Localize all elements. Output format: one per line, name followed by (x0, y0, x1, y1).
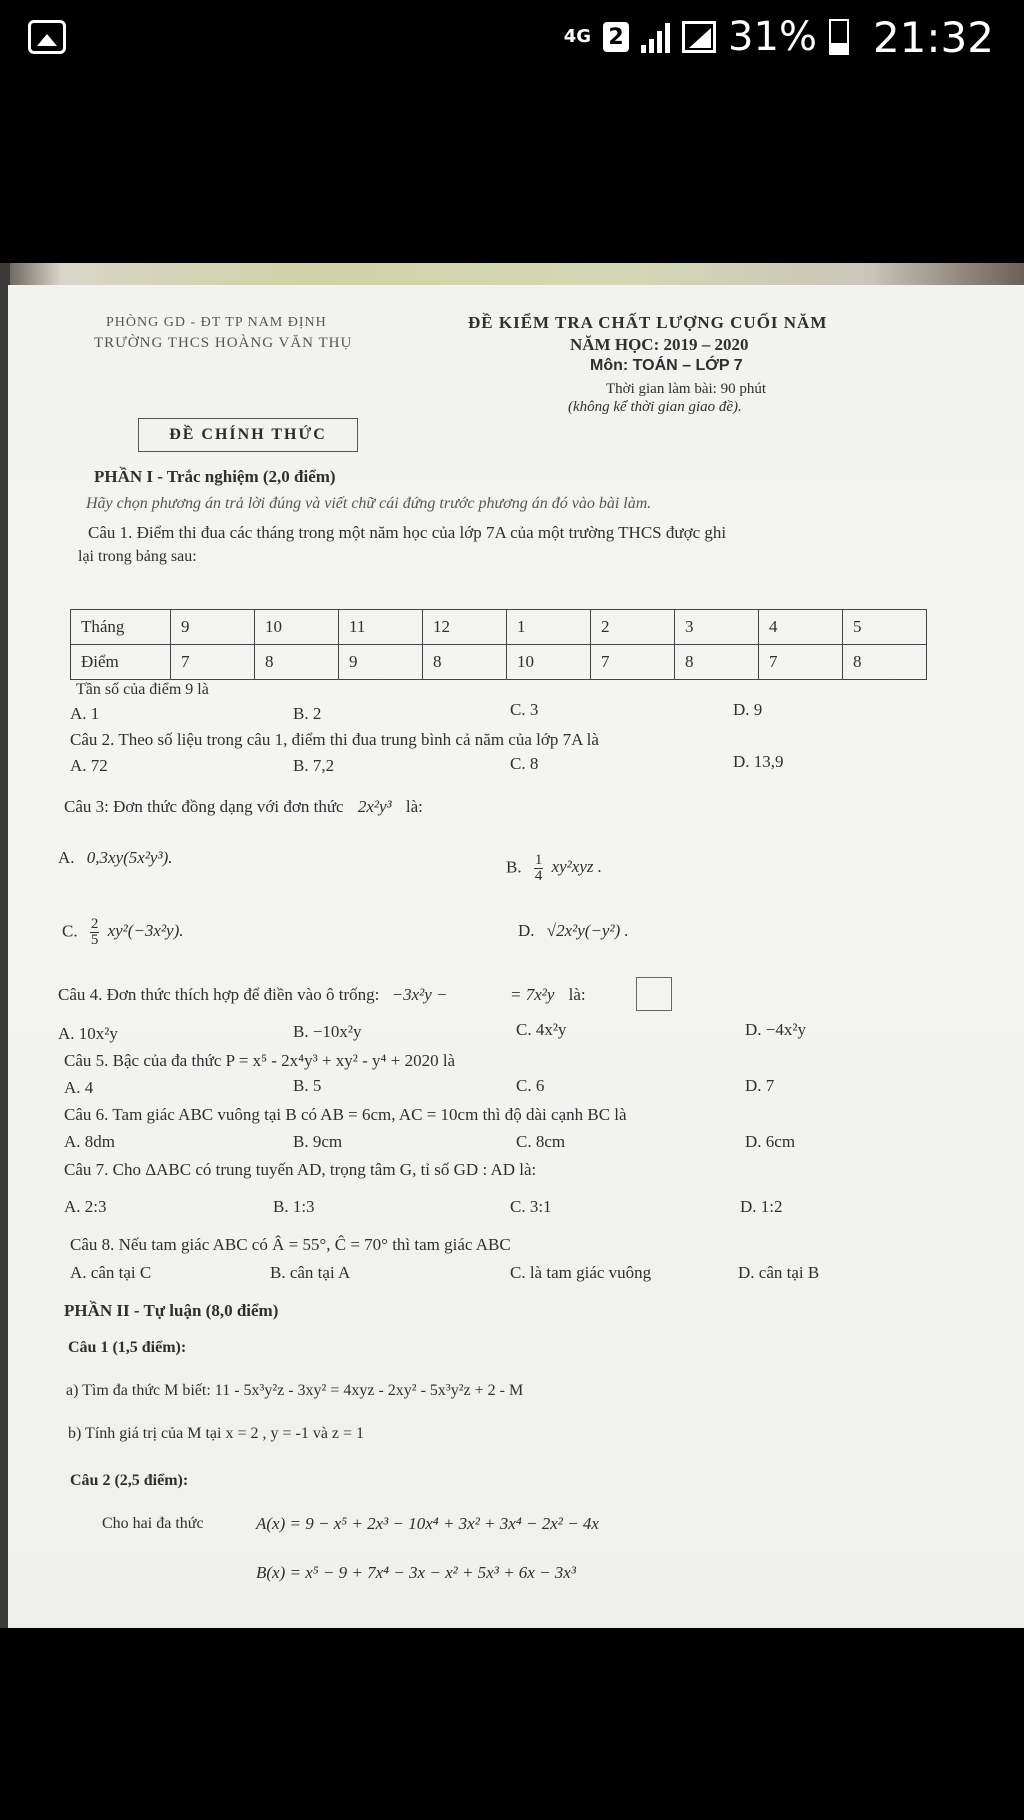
q2-stem: Câu 2. Theo số liệu trong câu 1, điểm thi đua trung bình cả năm của lớp 7A là (70, 730, 599, 749)
c1-part-a: a) Tìm đa thức M biết: 11 - 5x³y²z - 3xy² = 4xyz - 2xy² - 5x³y²z + 2 - M (66, 1382, 524, 1399)
status-indicators (564, 10, 994, 64)
q2-option-b: B. 7,2 (293, 756, 335, 775)
q4-option-b: B. −10x²y (293, 1022, 362, 1041)
q1-option-a: A. 1 (70, 704, 100, 723)
table-cell: 7 (759, 645, 843, 680)
school-year: NĂM HỌC: 2019 – 2020 (570, 335, 749, 354)
signal-icon (641, 21, 670, 53)
q8-option-a: A. cân tại C (70, 1263, 152, 1282)
q7-option-b: B. 1:3 (273, 1197, 315, 1216)
q7-option-a: A. 2:3 (64, 1197, 107, 1216)
q3-option-a-label: A. (58, 848, 75, 867)
table-cell: 2 (591, 610, 675, 645)
sim-indicator: 2 (603, 22, 629, 52)
c2-polynomial-a: A(x) = 9 − x⁵ + 2x³ − 10x⁴ + 3x² + 3x⁴ − 2x² − 4x (256, 1514, 599, 1533)
q3-option-d-expr: √2x²y(−y²) . (546, 921, 629, 940)
part1-title: PHẦN I - Trắc nghiệm (2,0 điểm) (94, 467, 336, 486)
exam-title: ĐỀ KIỂM TRA CHẤT LƯỢNG CUỐI NĂM (468, 313, 828, 332)
table-cell: 7 (171, 645, 255, 680)
table-cell: 9 (339, 645, 423, 680)
table-cell: 11 (339, 610, 423, 645)
q3-stem-text: Câu 3: Đơn thức đồng dạng với đơn thức (64, 797, 344, 816)
c2-polynomial-b: B(x) = x⁵ − 9 + 7x⁴ − 3x − x² + 5x³ + 6x − 3x³ (256, 1563, 576, 1582)
dept-name: PHÒNG GD - ĐT TP NAM ĐỊNH (106, 315, 327, 330)
q3-option-c-label: C. (62, 921, 78, 941)
q2-option-a: A. 72 (70, 756, 108, 775)
q5-option-b: B. 5 (293, 1076, 322, 1095)
table-row (71, 645, 927, 680)
official-badge: ĐỀ CHÍNH THỨC (138, 418, 358, 452)
part2-title: PHẦN II - Tự luận (8,0 điểm) (64, 1301, 279, 1320)
q3-option-d (518, 921, 629, 941)
q8-stem: Câu 8. Nếu tam giác ABC có Â = 55°, Ĉ = 70° thì tam giác ABC (70, 1235, 511, 1254)
q6-option-d: D. 6cm (745, 1132, 796, 1151)
signal-secondary-icon (682, 21, 716, 53)
battery-percent: 31% (728, 14, 817, 60)
c2-intro: Cho hai đa thức (102, 1515, 204, 1532)
school-name: TRƯỜNG THCS HOÀNG VĂN THỤ (94, 335, 353, 351)
q5-option-c: C. 6 (516, 1076, 545, 1095)
q7-option-c: C. 3:1 (510, 1197, 552, 1216)
table-header-cell: Tháng (71, 610, 171, 645)
q3-option-c (62, 917, 184, 948)
subject: Môn: TOÁN – LỚP 7 (590, 357, 743, 374)
q5-option-a: A. 4 (64, 1078, 94, 1097)
q4-stem-text: Câu 4. Đơn thức thích hợp để điền vào ô trống: (58, 985, 380, 1004)
q3-option-b-expr: xy²xyz . (551, 857, 602, 877)
q3-option-c-expr: xy²(−3x²y). (107, 921, 184, 941)
q6-option-c: C. 8cm (516, 1132, 566, 1151)
table-cell: 10 (255, 610, 339, 645)
q8-option-d: D. cân tại B (738, 1263, 820, 1282)
q3-option-b-label: B. (506, 857, 522, 877)
q5-stem: Câu 5. Bậc của đa thức P = x⁵ - 2x⁴y³ + xy² - y⁴ + 2020 là (64, 1051, 456, 1070)
table-cell: 8 (675, 645, 759, 680)
exam-photo[interactable] (0, 263, 1024, 1628)
q1-option-d: D. 9 (733, 700, 763, 719)
q3-expression: 2x²y³ (357, 797, 392, 816)
table-header-cell: Điểm (71, 645, 171, 680)
c1-part-b: b) Tính giá trị của M tại x = 2 , y = -1 và z = 1 (68, 1425, 365, 1442)
time-note: (không kể thời gian giao đề). (568, 399, 742, 415)
q3-tail: là: (405, 797, 423, 816)
q4-rhs: = 7x²y (509, 985, 555, 1004)
table-cell: 8 (255, 645, 339, 680)
table-cell: 8 (423, 645, 507, 680)
table-cell: 12 (423, 610, 507, 645)
q3-option-a (58, 848, 172, 868)
q3-option-b-fraction (534, 853, 544, 884)
table-cell: 1 (507, 610, 591, 645)
q1-stem: Tần số của điểm 9 là (76, 681, 209, 698)
q7-option-d: D. 1:2 (740, 1197, 783, 1216)
bottom-blank-area (0, 1628, 1024, 1820)
q6-option-a: A. 8dm (64, 1132, 115, 1151)
q6-option-b: B. 9cm (293, 1132, 343, 1151)
q4-option-c: C. 4x²y (516, 1020, 567, 1039)
table-cell: 3 (675, 610, 759, 645)
table-cell: 4 (759, 610, 843, 645)
q8-option-b: B. cân tại A (270, 1263, 351, 1282)
fraction-denominator: 5 (90, 932, 99, 948)
table-cell: 5 (843, 610, 927, 645)
c2-title: Câu 2 (2,5 điểm): (70, 1472, 189, 1489)
network-type: 4G (563, 26, 592, 47)
q4-option-d: D. −4x²y (745, 1020, 806, 1039)
q1-option-c: C. 3 (510, 700, 539, 719)
part1-instruction: Hãy chọn phương án trả lời đúng và viết chữ cái đứng trước phương án đó vào bài làm. (86, 495, 652, 512)
q1-text-line1: Câu 1. Điểm thi đua các tháng trong một năm học của lớp 7A của một trường THCS được ghi (88, 523, 727, 542)
q8-option-c: C. là tam giác vuông (510, 1263, 652, 1282)
table-row (71, 610, 927, 645)
q3-option-b (506, 853, 602, 884)
battery-icon (829, 19, 849, 55)
q3-option-d-label: D. (518, 921, 535, 940)
q4-tail: là: (568, 985, 586, 1004)
c1-title: Câu 1 (1,5 điểm): (68, 1339, 187, 1356)
q5-option-d: D. 7 (745, 1076, 775, 1095)
status-bar (0, 0, 1024, 74)
table-cell: 7 (591, 645, 675, 680)
gallery-icon[interactable] (28, 20, 66, 54)
fraction-numerator: 1 (534, 852, 543, 868)
q3-option-c-fraction (90, 917, 100, 948)
q2-option-d: D. 13,9 (733, 752, 784, 771)
time-limit: Thời gian làm bài: 90 phút (606, 381, 766, 397)
q2-option-c: C. 8 (510, 754, 539, 773)
q3-option-a-expr: 0,3xy(5x²y³). (86, 848, 173, 867)
q1-text-line2: lại trong bảng sau: (78, 548, 197, 565)
q1-option-b: B. 2 (293, 704, 322, 723)
table-cell: 9 (171, 610, 255, 645)
q7-stem: Câu 7. Cho ΔABC có trung tuyến AD, trọng tâm G, tỉ số GD : AD là: (64, 1160, 537, 1179)
q4-lhs: −3x²y − (391, 985, 448, 1004)
table-cell: 8 (843, 645, 927, 680)
q6-stem: Câu 6. Tam giác ABC vuông tại B có AB = 6cm, AC = 10cm thì độ dài cạnh BC là (64, 1105, 627, 1124)
q4-option-a: A. 10x²y (58, 1024, 118, 1043)
fraction-denominator: 4 (534, 868, 543, 884)
q3-stem (64, 797, 423, 817)
q4-stem (58, 985, 586, 1005)
clock: 21:32 (872, 12, 994, 62)
score-table (70, 609, 927, 680)
table-cell: 10 (507, 645, 591, 680)
exam-paper (8, 285, 1024, 1628)
q4-blank-box (636, 977, 672, 1011)
fraction-numerator: 2 (90, 916, 99, 932)
